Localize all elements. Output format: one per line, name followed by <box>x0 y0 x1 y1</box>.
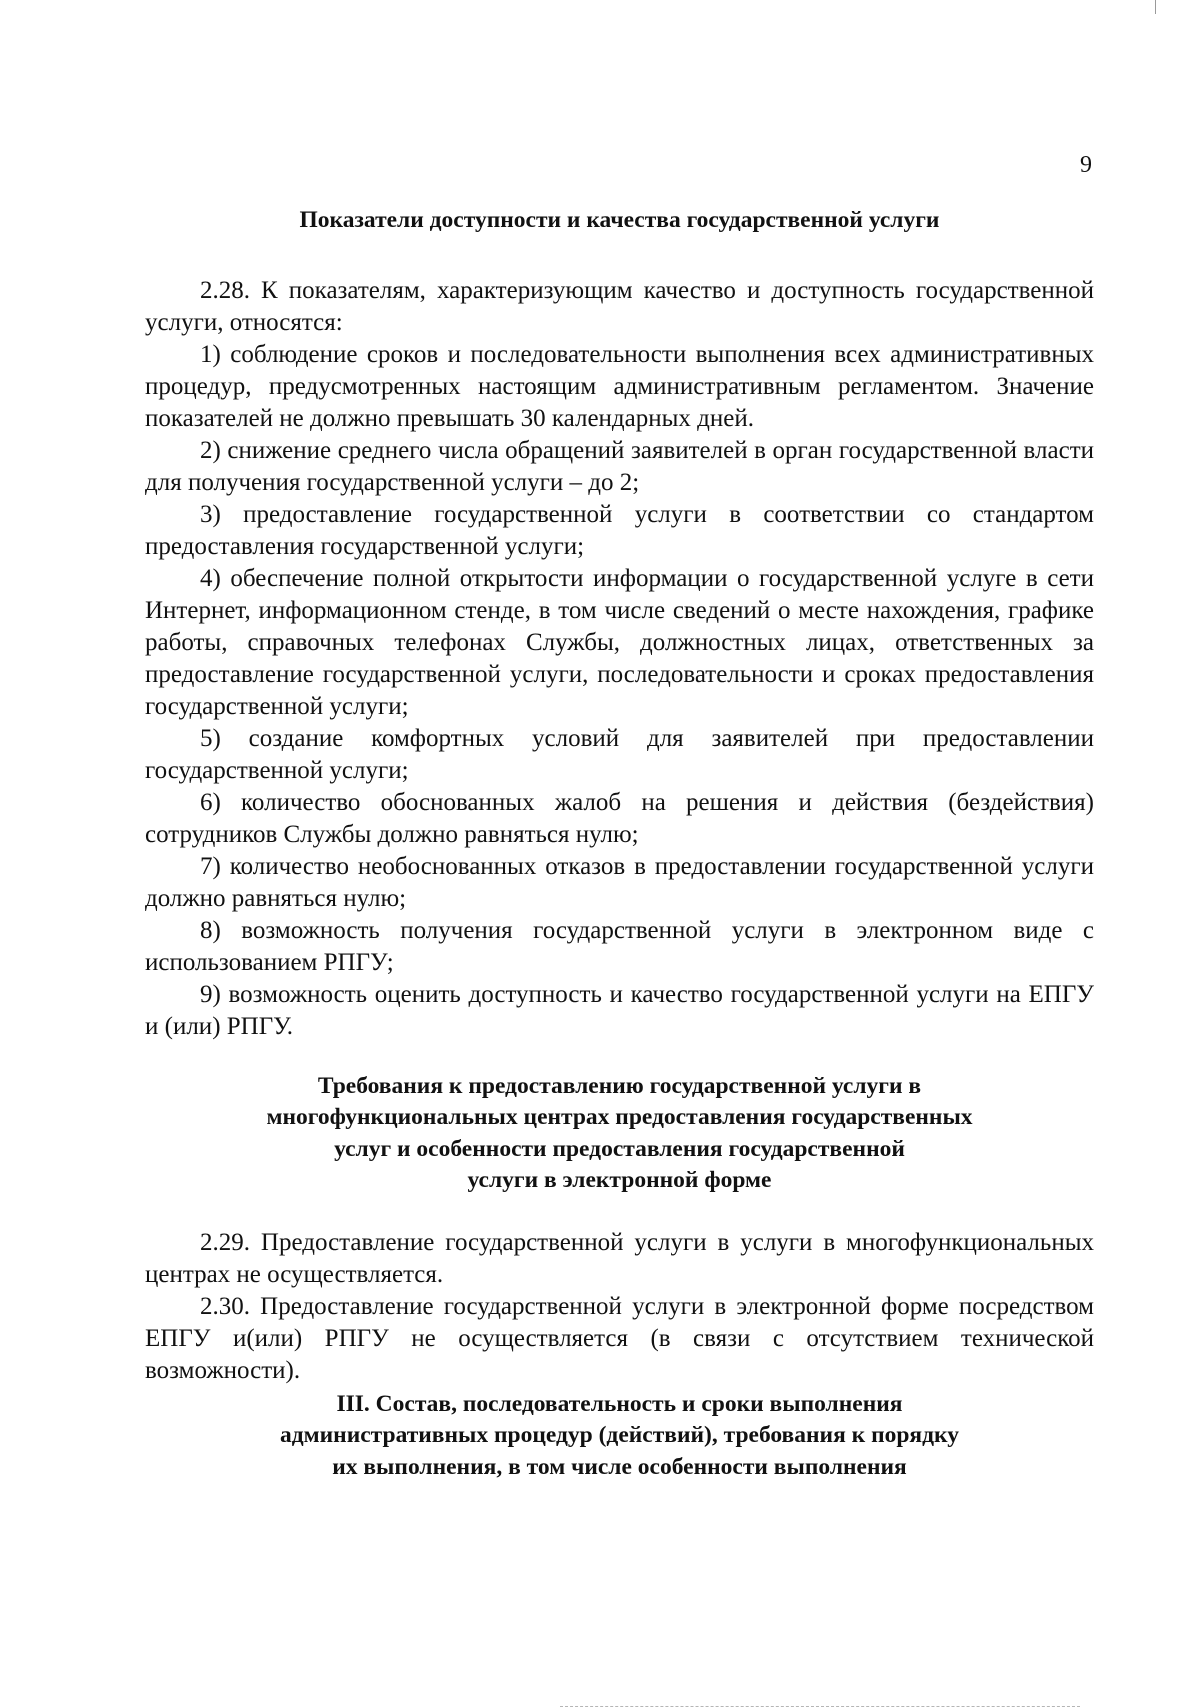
heading-line: их выполнения, в том числе особенности выполнения <box>332 1453 907 1480</box>
paragraph-2-30: 2.30. Предоставление государственной услуги в электронной форме посредством ЕПГУ и(или) РПГУ не осуществляется (в связи с отсутствием технической возможности). <box>145 1292 1094 1384</box>
paragraph-2-29: 2.29. Предоставление государственной услуги в услуги в многофункциональных центрах не осуществляется. <box>145 1228 1094 1288</box>
document-body <box>145 205 1094 1483</box>
scan-edge-mark <box>1155 0 1156 14</box>
list-item-3: 3) предоставление государственной услуги в соответствии со стандартом предоставления государственной услуги; <box>145 500 1094 560</box>
list-item-2: 2) снижение среднего числа обращений заявителей в орган государственной власти для получения государственной услуги – до 2; <box>145 436 1094 496</box>
heading-line: III. Состав, последовательность и сроки выполнения <box>336 1390 903 1417</box>
heading-line: административных процедур (действий), требования к порядку <box>279 1422 959 1448</box>
section-heading-procedures <box>145 1389 1094 1484</box>
heading-line: услуги в электронной форме <box>467 1167 772 1193</box>
list-item-6: 6) количество обоснованных жалоб на решения и действия (бездействия) сотрудников Службы должно равняться нулю; <box>145 788 1094 848</box>
paragraph-2-28: 2.28. К показателям, характеризующим качество и доступность государственной услуги, относятся: <box>145 276 1094 336</box>
list-item-8: 8) возможность получения государственной услуги в электронном виде с использованием РПГУ; <box>145 916 1094 976</box>
list-item-7: 7) количество необоснованных отказов в предоставлении государственной услуги должно равняться нулю; <box>145 852 1094 912</box>
heading-line: услуг и особенности предоставления государственной <box>334 1135 905 1162</box>
section-heading-availability: Показатели доступности и качества государственной услуги <box>299 207 940 233</box>
section-heading-mfc-requirements <box>145 1071 1094 1197</box>
page-number: 9 <box>1080 152 1092 178</box>
list-item-1: 1) соблюдение сроков и последовательности выполнения всех административных процедур, предусмотренных настоящим административным регламентом. Значение показателей не должно превышать 30 календарных дней. <box>145 340 1094 432</box>
list-item-4: 4) обеспечение полной открытости информации о государственной услуге в сети Интернет, информационном стенде, в том числе сведений о месте нахождения, графике работы, справочных телефонах Службы, должностных лицах, ответственных за предоставление государственной услуги, последовательности и сроках предоставления государственной услуги; <box>145 564 1094 720</box>
list-item-5: 5) создание комфортных условий для заявителей при предоставлении государственной услуги; <box>145 724 1094 784</box>
list-item-9: 9) возможность оценить доступность и качество государственной услуги на ЕПГУ и (или) РПГУ. <box>145 980 1094 1040</box>
heading-line: многофункциональных центрах предоставления государственных <box>266 1104 973 1130</box>
heading-line: Требования к предоставлению государственной услуги в <box>317 1072 922 1099</box>
